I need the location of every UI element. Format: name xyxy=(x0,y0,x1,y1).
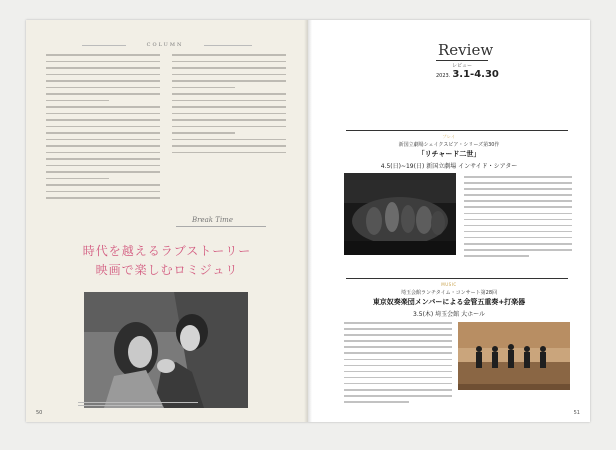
item1-review-text xyxy=(464,176,572,261)
text-column-2 xyxy=(172,54,286,158)
column-rule-left xyxy=(82,45,126,46)
item2-category: MUSIC xyxy=(441,282,457,287)
date-range xyxy=(436,69,499,80)
item2-schedule: 3.5(木) 埼玉会館 大ホール xyxy=(413,311,485,318)
item2-title: 東京奴奏楽団メンバーによる金管五重奏+打楽器 xyxy=(372,298,526,306)
item1-title: 「リチャード二世」 xyxy=(417,150,481,158)
page-number-right: 51 xyxy=(573,410,580,416)
item2-subtitle: 埼玉会館ランチタイム・コンサート第28回 xyxy=(400,290,497,296)
item2-concert-photo xyxy=(458,322,570,390)
review-title: Review xyxy=(438,41,494,59)
headline-line-1: 時代を越えるラブストーリー xyxy=(82,244,252,258)
date-prefix: 2023. xyxy=(436,73,451,79)
review-title-rule xyxy=(436,60,488,61)
item1-stage-photo xyxy=(344,173,456,255)
headline-line-2: 映画で楽しむロミジュリ xyxy=(95,263,239,277)
item1-schedule: 4.5(日)~19(日) 新国立劇場 インサイド・シアター xyxy=(380,163,518,170)
spread-gutter xyxy=(304,20,312,422)
signature-rule xyxy=(176,226,266,227)
page-number-left: 50 xyxy=(36,410,43,416)
column-body-text xyxy=(46,54,288,209)
column-label: COLUMN xyxy=(146,42,184,48)
section-rule-2 xyxy=(346,278,568,279)
item1-category: プレイ xyxy=(442,134,456,139)
column-rule-right xyxy=(204,45,252,46)
film-still-photo xyxy=(84,292,248,408)
section-rule-1 xyxy=(346,130,568,131)
left-page xyxy=(26,20,308,422)
magazine-spread xyxy=(26,20,590,422)
date-range-value: 3.1-4.30 xyxy=(452,69,499,80)
review-subtitle: レビュー xyxy=(452,63,473,69)
text-column-1 xyxy=(46,54,160,204)
item2-review-text xyxy=(344,322,452,407)
item1-subtitle: 新国立劇場シェイクスピア・シリーズ第30作 xyxy=(398,142,500,148)
signature: Break Time xyxy=(192,216,233,224)
photo-caption xyxy=(78,402,198,410)
right-page xyxy=(308,20,590,422)
